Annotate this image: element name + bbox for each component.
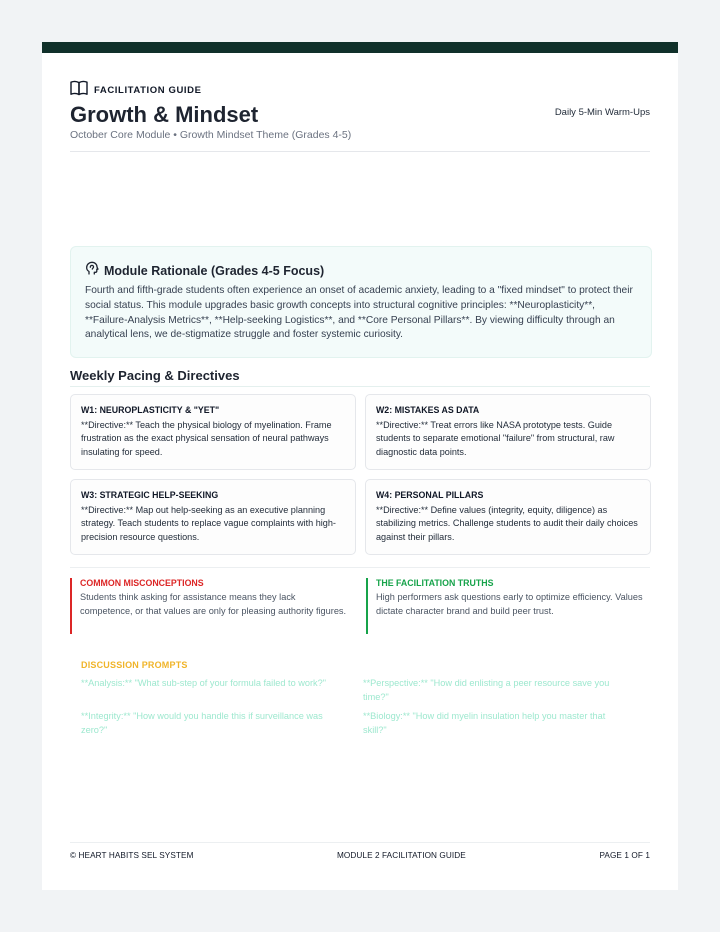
rationale-box — [70, 246, 652, 358]
rationale-title: Module Rationale (Grades 4-5 Focus) — [104, 263, 325, 278]
header-divider — [70, 151, 650, 152]
book-open-icon — [70, 80, 88, 101]
week-4-directive: **Directive:** Define values (integrity, equity, diligence) as stabilizing metrics. Challenge students to audit their daily choices against their pillars. — [376, 505, 638, 542]
week-4-card — [365, 479, 651, 555]
truths-title: THE FACILITATION TRUTHS — [376, 578, 494, 588]
eyebrow — [70, 82, 650, 98]
notes-divider — [70, 567, 650, 568]
week-1-title: W1: NEUROPLASTICITY & "YET" — [81, 405, 220, 415]
week-2-title: W2: MISTAKES AS DATA — [376, 405, 480, 415]
week-2-card — [365, 394, 651, 470]
week-3-card — [70, 479, 356, 555]
pacing-divider — [70, 386, 650, 387]
pacing-section-title: Weekly Pacing & Directives — [70, 368, 240, 383]
prompt-analysis: **Analysis:** "What sub-step of your formula failed to work?" — [81, 678, 326, 688]
prompt-perspective: **Perspective:** "How did enlisting a peer resource save you time?" — [363, 678, 610, 702]
guide-page — [42, 42, 678, 890]
week-1-directive: **Directive:** Teach the physical biology of myelination. Frame frustration as the exact physical sensation of neural pathways insulating for speed. — [81, 420, 332, 457]
page-title: Growth & Mindset — [70, 102, 259, 127]
week-4-title: W4: PERSONAL PILLARS — [376, 490, 484, 500]
head-brain-icon — [85, 261, 99, 280]
truths-text: High performers ask questions early to optimize efficiency. Values dictate character brand and build peer trust. — [376, 592, 643, 616]
footer-divider — [70, 842, 650, 843]
page-header — [70, 82, 650, 141]
week-3-title: W3: STRATEGIC HELP-SEEKING — [81, 490, 219, 500]
page-subtitle: October Core Module • Growth Mindset Theme (Grades 4-5) — [70, 129, 352, 141]
misconceptions-title: COMMON MISCONCEPTIONS — [80, 578, 204, 588]
schedule-label: Daily 5-Min Warm-Ups — [554, 107, 650, 118]
footer-module: MODULE 2 FACILITATION GUIDE — [337, 851, 466, 860]
eyebrow-label: FACILITATION GUIDE — [94, 84, 202, 96]
prompt-integrity: **Integrity:** "How would you handle this if surveillance was zero?" — [81, 711, 323, 735]
truths-note — [366, 578, 646, 634]
prompt-biology: **Biology:** "How did myelin insulation help you master that skill?" — [363, 711, 606, 735]
misconceptions-text: Students think asking for assistance means they lack competence, or that values are only for pleasing authority figures. — [80, 592, 347, 616]
week-3-directive: **Directive:** Map out help-seeking as an executive planning strategy. Teach students to replace vague complaints with high-precision resource questions. — [81, 505, 336, 542]
top-accent-bar — [42, 42, 678, 53]
misconceptions-note — [70, 578, 350, 634]
rationale-text: Fourth and fifth-grade students often experience an onset of academic anxiety, leading to a "fixed mindset" to protect their social status. This module upgrades basic growth concepts into structural cognitive principles: **Neuroplasticity**, **Failure-Analysis Metrics**, **Help-seeking Logistics**, and **Core Personal Pillars**. By viewing difficulty through an analytical lens, we de-stigmatize struggle and foster systemic curiosity. — [85, 285, 633, 341]
footer-page-number: PAGE 1 OF 1 — [599, 851, 650, 860]
footer-brand: © HEART HABITS SEL SYSTEM — [70, 851, 194, 860]
week-1-card — [70, 394, 356, 470]
prompts-title: DISCUSSION PROMPTS — [81, 660, 188, 670]
week-2-directive: **Directive:** Treat errors like NASA prototype tests. Guide students to separate emotional "failure" from structural, raw diagnostic data points. — [376, 420, 615, 457]
